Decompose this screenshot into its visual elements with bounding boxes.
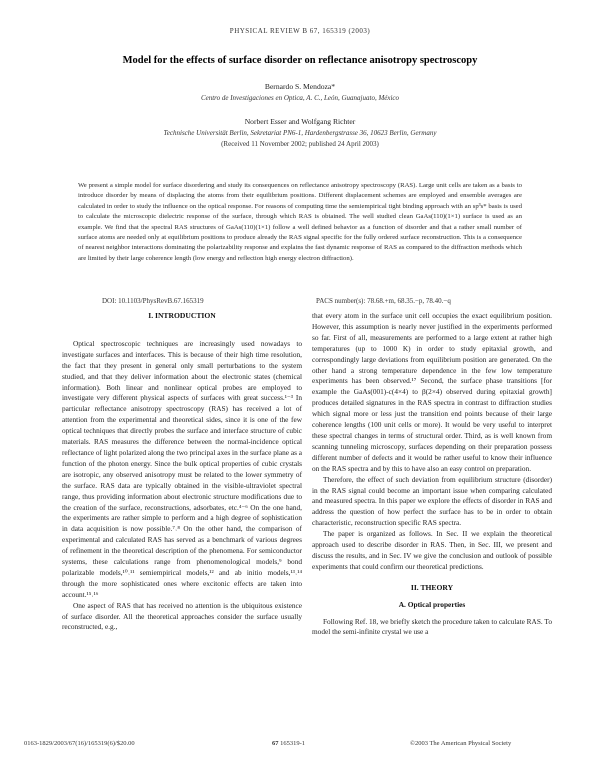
right-column	[312, 311, 552, 638]
paragraph: The paper is organized as follows. In Sec. II we explain the theoretical approach used to describe disorder in RAS. Then, in Sec. III, we present and discuss the results, and in Sec. IV we give the conclusion and outlook of possible experiments that could confirm our theoretical predictions.	[312, 529, 552, 571]
footer-volume: 67	[272, 740, 279, 747]
footer-article-number: 165319-1	[280, 740, 306, 747]
paragraph: Following Ref. 18, we briefly sketch the procedure taken to calculate RAS. To model the semi-infinite crystal we use a	[312, 616, 552, 637]
author-name-2: Norbert Esser and Wolfgang Richter	[244, 117, 356, 126]
left-column	[62, 311, 302, 633]
paragraph: Therefore, the effect of such deviation from equilibrium structure (disorder) in the RAS signal could become an important issue when comparing calculated and measured spectra. In this paper we explore the effects of disorder in RAS and address the question of how perfect the surface has to be in order to obtain characteristic, reconstruction specific RAS spectra.	[312, 474, 552, 528]
footer-copyright: ©2003 The American Physical Society	[410, 740, 512, 747]
doi: DOI: 10.1103/PhysRevB.67.165319	[102, 297, 204, 305]
author-affiliation-2: Technische Universität Berlin, Sekretariat PN6-1, Hardenbergstrasse 36, 10623 Berlin, Germany	[163, 129, 437, 137]
section-heading-introduction: I. INTRODUCTION	[148, 311, 216, 320]
author-name-1: Bernardo S. Mendoza*	[264, 82, 336, 91]
subsection-heading-optical-properties: A. Optical properties	[398, 599, 466, 609]
received-dates: (Received 11 November 2002; published 24 April 2003)	[221, 140, 379, 148]
footer-issn: 0163-1829/2003/67(16)/165319(6)/$20.00	[24, 740, 135, 747]
paragraph: Optical spectroscopic techniques are increasingly used nowadays to investigate surfaces and interfaces. This is because of their high time resolution, the fact that they present in general only small perturbations to the system studied, and that they deliver information about the electronic states (chemical information). Both linear and nonlinear optical probes are employed to investigate very different physical aspects of surfaces with great success.¹⁻³ In particular reflectance anisotropy spectroscopy (RAS) has received a lot of attention from the experimental and theoretical sides, since it is one of the few optical techniques that directly probes the surface and interface structure of cubic materials. RAS measures the difference between the normal-incidence optical reflectance of light polarized along the two principal axes in the surface plane as a function of the photon energy. Since the bulk optical properties of cubic crystals are isotropic, any observed anisotropy must be related to the lower symmetry of the surface. RAS data are typically obtained in the visible-ultraviolet spectral range, thus providing information about electronic structure modifications due to the creation of the surface, reconstructions, adsorbates, etc.⁴⁻⁶ On the one hand, the experiments are rather simple to perform and a high degree of sophistication in data acquisition is now possible.⁷˒⁸ On the other hand, the comparison of experimental and calculated RAS has served as a benchmark of various degrees of refinement in the theoretical description of the phenomena. For semiconductor systems, these calculations range from phenomenological models,⁹ bond polarizable models,¹⁰˒¹¹ semiempirical models,¹² and ab initio models,¹³˒¹⁴ through the more sophisticated ones where excitonic effects are taken into account.¹⁵˒¹⁶	[62, 338, 302, 599]
author-affiliation-1: Centro de Investigaciones en Optica, A. C., León, Guanajuato, México	[200, 94, 400, 102]
journal-header: PHYSICAL REVIEW B 67, 165319 (2003)	[229, 27, 371, 35]
paper-title: Model for the effects of surface disorder on reflectance anisotropy spectroscopy	[122, 55, 478, 66]
abstract: We present a simple model for surface disordering and study its consequences on reflectance anisotropy spectroscopy (RAS). Large unit cells are taken as a basis to introduce disorder by means of displacing the atoms from their equilibrium positions. Different displacement schemes are employed and ensemble averages are calculated in order to study the influence on the optical response. For reasons of computing time the semiempirical tight binding approach with an sp³s* basis is used to calculate the microscopic dielectric response of the surface, through which RAS is obtained. The well studied clean GaAs(110)(1×1) surface is used as an example. We find that the spectral RAS structures of GaAs(110)(1×1) follow a well defined behavior as a function of disorder and that a rather small number of surface atoms are needed only at equilibrium positions to produce already the RAS signal specific for the fully ordered surface reconstruction. This is a consequence of nearest neighbor interactions dominating the polarizability response and explains the fast dynamic response of RAS as compared to the diffraction methods which are limited by their large coherence length (low energy and reflection high energy electron diffraction).	[78, 182, 522, 262]
paragraph: that every atom in the surface unit cell occupies the exact equilibrium position. However, this assumption is nearly never justified in the experiments performed so far. First of all, measurements are performed to a large extent at rather high temperatures (up to 1000 K) in order to study epitaxial growth, and correspondingly large deviations from equilibrium position are generated. On the other hand a strong temperature dependence in the few low temperature experiments has been observed.¹⁷ Second, the surface phase transitions [for example the GaAs(001)-c(4×4) to β(2×4) observed during epitaxial growth] produces detailed signatures in the RAS spectra in contrast to diffraction studies which signal more or less just the transition end points because of their large coherence lengths (100 unit cells or more). It would be very useful to interpret these spectral changes in terms of structural order. Third, as is well known from scanning tunneling microscopy, surfaces depending on their preparation possess different number of defects and it would be rather useful to know their influence on the RAS spectra and by this to have also an easy control on preparation.	[312, 311, 552, 473]
section-heading-theory: II. THEORY	[410, 582, 454, 592]
footer-page-number	[272, 740, 305, 747]
pacs-numbers: PACS number(s): 78.68.+m, 68.35.−p, 78.40.−q	[316, 297, 451, 305]
paragraph: One aspect of RAS that has received no attention is the ubiquitous existence of surface disorder. All the theoretical approaches consider the surface usually reconstructed, e.g.,	[62, 600, 302, 632]
